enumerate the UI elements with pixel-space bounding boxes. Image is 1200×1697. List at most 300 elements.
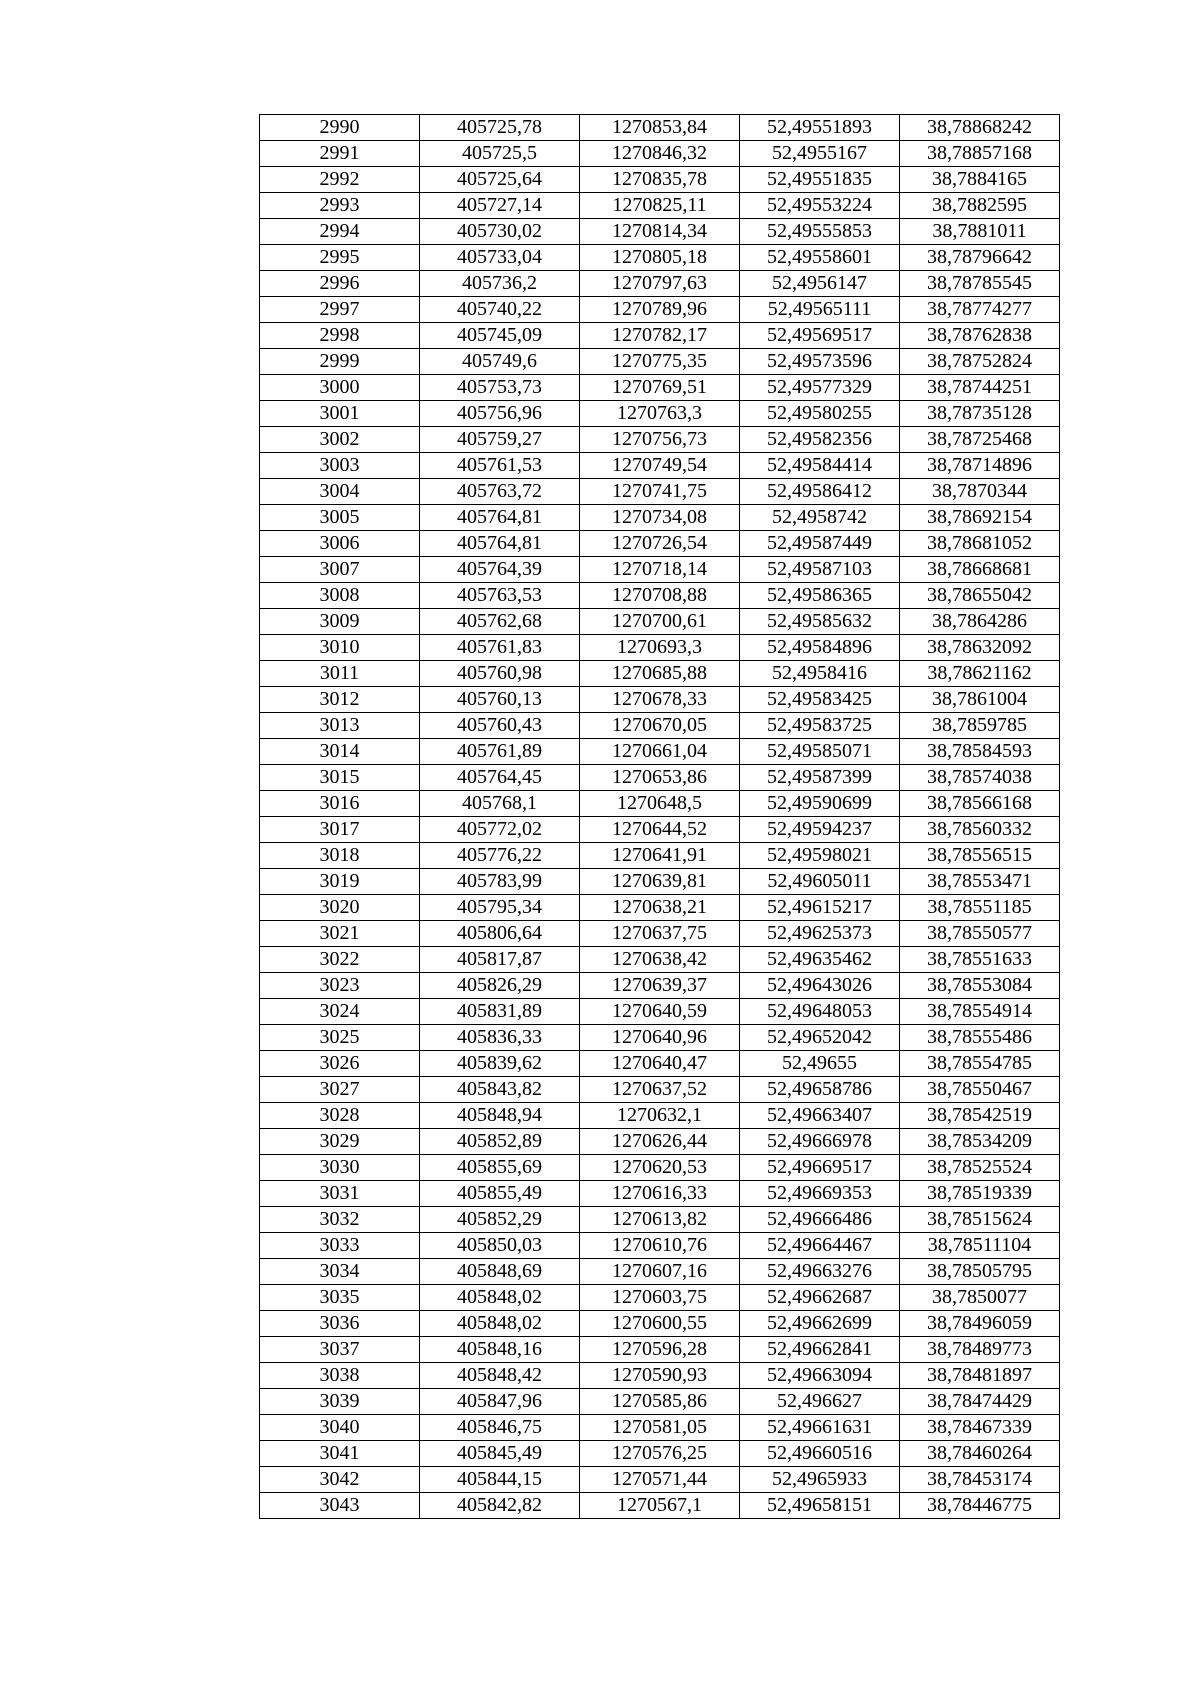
latitude-cell: 52,49580255 bbox=[740, 401, 900, 427]
x-coordinate-cell: 405768,1 bbox=[420, 791, 580, 817]
longitude-cell: 38,78735128 bbox=[900, 401, 1060, 427]
table-row bbox=[260, 973, 1060, 999]
point-number-cell: 3038 bbox=[260, 1363, 420, 1389]
longitude-cell: 38,78551633 bbox=[900, 947, 1060, 973]
x-coordinate-cell: 405776,22 bbox=[420, 843, 580, 869]
latitude-cell: 52,49584896 bbox=[740, 635, 900, 661]
x-coordinate-cell: 405760,43 bbox=[420, 713, 580, 739]
y-coordinate-cell: 1270853,84 bbox=[580, 115, 740, 141]
longitude-cell: 38,78453174 bbox=[900, 1467, 1060, 1493]
x-coordinate-cell: 405795,34 bbox=[420, 895, 580, 921]
table-row bbox=[260, 141, 1060, 167]
longitude-cell: 38,78857168 bbox=[900, 141, 1060, 167]
table-row bbox=[260, 609, 1060, 635]
x-coordinate-cell: 405848,02 bbox=[420, 1285, 580, 1311]
x-coordinate-cell: 405760,98 bbox=[420, 661, 580, 687]
y-coordinate-cell: 1270700,61 bbox=[580, 609, 740, 635]
table-row bbox=[260, 1181, 1060, 1207]
table-row bbox=[260, 687, 1060, 713]
latitude-cell: 52,49582356 bbox=[740, 427, 900, 453]
x-coordinate-cell: 405761,53 bbox=[420, 453, 580, 479]
point-number-cell: 3031 bbox=[260, 1181, 420, 1207]
y-coordinate-cell: 1270641,91 bbox=[580, 843, 740, 869]
y-coordinate-cell: 1270613,82 bbox=[580, 1207, 740, 1233]
x-coordinate-cell: 405831,89 bbox=[420, 999, 580, 1025]
x-coordinate-cell: 405817,87 bbox=[420, 947, 580, 973]
y-coordinate-cell: 1270638,42 bbox=[580, 947, 740, 973]
latitude-cell: 52,49573596 bbox=[740, 349, 900, 375]
table-row bbox=[260, 375, 1060, 401]
latitude-cell: 52,49585071 bbox=[740, 739, 900, 765]
point-number-cell: 3022 bbox=[260, 947, 420, 973]
latitude-cell: 52,49662699 bbox=[740, 1311, 900, 1337]
longitude-cell: 38,78551185 bbox=[900, 895, 1060, 921]
point-number-cell: 2991 bbox=[260, 141, 420, 167]
table-row bbox=[260, 843, 1060, 869]
y-coordinate-cell: 1270789,96 bbox=[580, 297, 740, 323]
table-row bbox=[260, 947, 1060, 973]
x-coordinate-cell: 405855,49 bbox=[420, 1181, 580, 1207]
point-number-cell: 3024 bbox=[260, 999, 420, 1025]
x-coordinate-cell: 405760,13 bbox=[420, 687, 580, 713]
y-coordinate-cell: 1270685,88 bbox=[580, 661, 740, 687]
table-row bbox=[260, 297, 1060, 323]
y-coordinate-cell: 1270653,86 bbox=[580, 765, 740, 791]
y-coordinate-cell: 1270763,3 bbox=[580, 401, 740, 427]
point-number-cell: 2998 bbox=[260, 323, 420, 349]
y-coordinate-cell: 1270693,3 bbox=[580, 635, 740, 661]
y-coordinate-cell: 1270825,11 bbox=[580, 193, 740, 219]
latitude-cell: 52,4965933 bbox=[740, 1467, 900, 1493]
latitude-cell: 52,49663276 bbox=[740, 1259, 900, 1285]
longitude-cell: 38,7882595 bbox=[900, 193, 1060, 219]
x-coordinate-cell: 405848,02 bbox=[420, 1311, 580, 1337]
x-coordinate-cell: 405756,96 bbox=[420, 401, 580, 427]
table-row bbox=[260, 791, 1060, 817]
longitude-cell: 38,78534209 bbox=[900, 1129, 1060, 1155]
table-row bbox=[260, 479, 1060, 505]
point-number-cell: 3025 bbox=[260, 1025, 420, 1051]
y-coordinate-cell: 1270585,86 bbox=[580, 1389, 740, 1415]
y-coordinate-cell: 1270756,73 bbox=[580, 427, 740, 453]
y-coordinate-cell: 1270805,18 bbox=[580, 245, 740, 271]
latitude-cell: 52,49551835 bbox=[740, 167, 900, 193]
latitude-cell: 52,49585632 bbox=[740, 609, 900, 635]
longitude-cell: 38,78525524 bbox=[900, 1155, 1060, 1181]
table-row bbox=[260, 869, 1060, 895]
longitude-cell: 38,7881011 bbox=[900, 219, 1060, 245]
longitude-cell: 38,78632092 bbox=[900, 635, 1060, 661]
point-number-cell: 3007 bbox=[260, 557, 420, 583]
y-coordinate-cell: 1270741,75 bbox=[580, 479, 740, 505]
y-coordinate-cell: 1270603,75 bbox=[580, 1285, 740, 1311]
latitude-cell: 52,49586412 bbox=[740, 479, 900, 505]
point-number-cell: 3041 bbox=[260, 1441, 420, 1467]
latitude-cell: 52,49583425 bbox=[740, 687, 900, 713]
table-row bbox=[260, 1233, 1060, 1259]
longitude-cell: 38,7884165 bbox=[900, 167, 1060, 193]
table-row bbox=[260, 1363, 1060, 1389]
x-coordinate-cell: 405761,89 bbox=[420, 739, 580, 765]
table-row bbox=[260, 817, 1060, 843]
point-number-cell: 3034 bbox=[260, 1259, 420, 1285]
x-coordinate-cell: 405848,69 bbox=[420, 1259, 580, 1285]
longitude-cell: 38,7850077 bbox=[900, 1285, 1060, 1311]
point-number-cell: 3015 bbox=[260, 765, 420, 791]
x-coordinate-cell: 405847,96 bbox=[420, 1389, 580, 1415]
table-row bbox=[260, 167, 1060, 193]
longitude-cell: 38,78556515 bbox=[900, 843, 1060, 869]
x-coordinate-cell: 405783,99 bbox=[420, 869, 580, 895]
latitude-cell: 52,49587449 bbox=[740, 531, 900, 557]
point-number-cell: 3023 bbox=[260, 973, 420, 999]
point-number-cell: 3033 bbox=[260, 1233, 420, 1259]
point-number-cell: 3039 bbox=[260, 1389, 420, 1415]
y-coordinate-cell: 1270639,81 bbox=[580, 869, 740, 895]
y-coordinate-cell: 1270640,59 bbox=[580, 999, 740, 1025]
x-coordinate-cell: 405836,33 bbox=[420, 1025, 580, 1051]
y-coordinate-cell: 1270590,93 bbox=[580, 1363, 740, 1389]
point-number-cell: 3012 bbox=[260, 687, 420, 713]
point-number-cell: 3001 bbox=[260, 401, 420, 427]
y-coordinate-cell: 1270616,33 bbox=[580, 1181, 740, 1207]
y-coordinate-cell: 1270567,1 bbox=[580, 1493, 740, 1519]
table-row bbox=[260, 219, 1060, 245]
table-row bbox=[260, 1285, 1060, 1311]
table-row bbox=[260, 1129, 1060, 1155]
point-number-cell: 3010 bbox=[260, 635, 420, 661]
point-number-cell: 3005 bbox=[260, 505, 420, 531]
x-coordinate-cell: 405759,27 bbox=[420, 427, 580, 453]
latitude-cell: 52,49635462 bbox=[740, 947, 900, 973]
latitude-cell: 52,49625373 bbox=[740, 921, 900, 947]
x-coordinate-cell: 405730,02 bbox=[420, 219, 580, 245]
table-row bbox=[260, 323, 1060, 349]
latitude-cell: 52,4958416 bbox=[740, 661, 900, 687]
latitude-cell: 52,49661631 bbox=[740, 1415, 900, 1441]
longitude-cell: 38,78681052 bbox=[900, 531, 1060, 557]
longitude-cell: 38,78868242 bbox=[900, 115, 1060, 141]
y-coordinate-cell: 1270769,51 bbox=[580, 375, 740, 401]
latitude-cell: 52,49587399 bbox=[740, 765, 900, 791]
latitude-cell: 52,4956147 bbox=[740, 271, 900, 297]
latitude-cell: 52,4958742 bbox=[740, 505, 900, 531]
longitude-cell: 38,78762838 bbox=[900, 323, 1060, 349]
table-row bbox=[260, 661, 1060, 687]
latitude-cell: 52,49565111 bbox=[740, 297, 900, 323]
longitude-cell: 38,78553084 bbox=[900, 973, 1060, 999]
y-coordinate-cell: 1270637,52 bbox=[580, 1077, 740, 1103]
point-number-cell: 3021 bbox=[260, 921, 420, 947]
y-coordinate-cell: 1270610,76 bbox=[580, 1233, 740, 1259]
longitude-cell: 38,78550467 bbox=[900, 1077, 1060, 1103]
x-coordinate-cell: 405852,29 bbox=[420, 1207, 580, 1233]
point-number-cell: 3017 bbox=[260, 817, 420, 843]
table-row bbox=[260, 453, 1060, 479]
longitude-cell: 38,78555486 bbox=[900, 1025, 1060, 1051]
x-coordinate-cell: 405848,16 bbox=[420, 1337, 580, 1363]
longitude-cell: 38,78554914 bbox=[900, 999, 1060, 1025]
y-coordinate-cell: 1270648,5 bbox=[580, 791, 740, 817]
y-coordinate-cell: 1270632,1 bbox=[580, 1103, 740, 1129]
x-coordinate-cell: 405725,5 bbox=[420, 141, 580, 167]
latitude-cell: 52,49655 bbox=[740, 1051, 900, 1077]
point-number-cell: 3002 bbox=[260, 427, 420, 453]
point-number-cell: 3035 bbox=[260, 1285, 420, 1311]
table-row bbox=[260, 1103, 1060, 1129]
latitude-cell: 52,49658151 bbox=[740, 1493, 900, 1519]
latitude-cell: 52,49643026 bbox=[740, 973, 900, 999]
longitude-cell: 38,78554785 bbox=[900, 1051, 1060, 1077]
y-coordinate-cell: 1270600,55 bbox=[580, 1311, 740, 1337]
table-row bbox=[260, 1415, 1060, 1441]
x-coordinate-cell: 405844,15 bbox=[420, 1467, 580, 1493]
longitude-cell: 38,78714896 bbox=[900, 453, 1060, 479]
longitude-cell: 38,78744251 bbox=[900, 375, 1060, 401]
coordinates-table-body bbox=[260, 115, 1060, 1519]
table-row bbox=[260, 401, 1060, 427]
y-coordinate-cell: 1270782,17 bbox=[580, 323, 740, 349]
x-coordinate-cell: 405763,53 bbox=[420, 583, 580, 609]
point-number-cell: 3003 bbox=[260, 453, 420, 479]
latitude-cell: 52,49569517 bbox=[740, 323, 900, 349]
point-number-cell: 3029 bbox=[260, 1129, 420, 1155]
y-coordinate-cell: 1270734,08 bbox=[580, 505, 740, 531]
table-row bbox=[260, 1051, 1060, 1077]
point-number-cell: 2993 bbox=[260, 193, 420, 219]
table-row bbox=[260, 895, 1060, 921]
longitude-cell: 38,78725468 bbox=[900, 427, 1060, 453]
x-coordinate-cell: 405762,68 bbox=[420, 609, 580, 635]
longitude-cell: 38,78692154 bbox=[900, 505, 1060, 531]
table-row bbox=[260, 1259, 1060, 1285]
longitude-cell: 38,78542519 bbox=[900, 1103, 1060, 1129]
x-coordinate-cell: 405848,94 bbox=[420, 1103, 580, 1129]
longitude-cell: 38,78460264 bbox=[900, 1441, 1060, 1467]
longitude-cell: 38,78621162 bbox=[900, 661, 1060, 687]
point-number-cell: 3018 bbox=[260, 843, 420, 869]
point-number-cell: 2996 bbox=[260, 271, 420, 297]
table-row bbox=[260, 1207, 1060, 1233]
table-row bbox=[260, 713, 1060, 739]
longitude-cell: 38,78796642 bbox=[900, 245, 1060, 271]
longitude-cell: 38,78489773 bbox=[900, 1337, 1060, 1363]
point-number-cell: 3043 bbox=[260, 1493, 420, 1519]
x-coordinate-cell: 405826,29 bbox=[420, 973, 580, 999]
latitude-cell: 52,49652042 bbox=[740, 1025, 900, 1051]
latitude-cell: 52,4955167 bbox=[740, 141, 900, 167]
longitude-cell: 38,78519339 bbox=[900, 1181, 1060, 1207]
x-coordinate-cell: 405727,14 bbox=[420, 193, 580, 219]
y-coordinate-cell: 1270620,53 bbox=[580, 1155, 740, 1181]
table-row bbox=[260, 635, 1060, 661]
longitude-cell: 38,78553471 bbox=[900, 869, 1060, 895]
longitude-cell: 38,7861004 bbox=[900, 687, 1060, 713]
point-number-cell: 3009 bbox=[260, 609, 420, 635]
point-number-cell: 3016 bbox=[260, 791, 420, 817]
table-row bbox=[260, 1389, 1060, 1415]
point-number-cell: 2994 bbox=[260, 219, 420, 245]
latitude-cell: 52,49590699 bbox=[740, 791, 900, 817]
table-row bbox=[260, 921, 1060, 947]
table-row bbox=[260, 1311, 1060, 1337]
point-number-cell: 3013 bbox=[260, 713, 420, 739]
y-coordinate-cell: 1270640,96 bbox=[580, 1025, 740, 1051]
y-coordinate-cell: 1270846,32 bbox=[580, 141, 740, 167]
longitude-cell: 38,78584593 bbox=[900, 739, 1060, 765]
y-coordinate-cell: 1270626,44 bbox=[580, 1129, 740, 1155]
point-number-cell: 3032 bbox=[260, 1207, 420, 1233]
x-coordinate-cell: 405725,78 bbox=[420, 115, 580, 141]
latitude-cell: 52,49594237 bbox=[740, 817, 900, 843]
point-number-cell: 3027 bbox=[260, 1077, 420, 1103]
table-row bbox=[260, 271, 1060, 297]
y-coordinate-cell: 1270644,52 bbox=[580, 817, 740, 843]
longitude-cell: 38,78752824 bbox=[900, 349, 1060, 375]
x-coordinate-cell: 405761,83 bbox=[420, 635, 580, 661]
table-row bbox=[260, 349, 1060, 375]
point-number-cell: 3028 bbox=[260, 1103, 420, 1129]
latitude-cell: 52,49666978 bbox=[740, 1129, 900, 1155]
table-row bbox=[260, 427, 1060, 453]
latitude-cell: 52,49660516 bbox=[740, 1441, 900, 1467]
x-coordinate-cell: 405806,64 bbox=[420, 921, 580, 947]
latitude-cell: 52,49555853 bbox=[740, 219, 900, 245]
latitude-cell: 52,49664467 bbox=[740, 1233, 900, 1259]
table-row bbox=[260, 1077, 1060, 1103]
y-coordinate-cell: 1270576,25 bbox=[580, 1441, 740, 1467]
x-coordinate-cell: 405753,73 bbox=[420, 375, 580, 401]
x-coordinate-cell: 405839,62 bbox=[420, 1051, 580, 1077]
x-coordinate-cell: 405749,6 bbox=[420, 349, 580, 375]
y-coordinate-cell: 1270596,28 bbox=[580, 1337, 740, 1363]
point-number-cell: 3037 bbox=[260, 1337, 420, 1363]
point-number-cell: 3030 bbox=[260, 1155, 420, 1181]
latitude-cell: 52,49558601 bbox=[740, 245, 900, 271]
y-coordinate-cell: 1270637,75 bbox=[580, 921, 740, 947]
point-number-cell: 3008 bbox=[260, 583, 420, 609]
latitude-cell: 52,496627 bbox=[740, 1389, 900, 1415]
table-row bbox=[260, 583, 1060, 609]
table-row bbox=[260, 505, 1060, 531]
longitude-cell: 38,78560332 bbox=[900, 817, 1060, 843]
point-number-cell: 2997 bbox=[260, 297, 420, 323]
y-coordinate-cell: 1270835,78 bbox=[580, 167, 740, 193]
x-coordinate-cell: 405846,75 bbox=[420, 1415, 580, 1441]
table-row bbox=[260, 1155, 1060, 1181]
longitude-cell: 38,78515624 bbox=[900, 1207, 1060, 1233]
y-coordinate-cell: 1270718,14 bbox=[580, 557, 740, 583]
point-number-cell: 3036 bbox=[260, 1311, 420, 1337]
longitude-cell: 38,78785545 bbox=[900, 271, 1060, 297]
table-row bbox=[260, 193, 1060, 219]
point-number-cell: 3019 bbox=[260, 869, 420, 895]
x-coordinate-cell: 405843,82 bbox=[420, 1077, 580, 1103]
table-row bbox=[260, 999, 1060, 1025]
point-number-cell: 3004 bbox=[260, 479, 420, 505]
latitude-cell: 52,49669353 bbox=[740, 1181, 900, 1207]
longitude-cell: 38,7864286 bbox=[900, 609, 1060, 635]
x-coordinate-cell: 405855,69 bbox=[420, 1155, 580, 1181]
y-coordinate-cell: 1270607,16 bbox=[580, 1259, 740, 1285]
longitude-cell: 38,78774277 bbox=[900, 297, 1060, 323]
point-number-cell: 2992 bbox=[260, 167, 420, 193]
latitude-cell: 52,49663407 bbox=[740, 1103, 900, 1129]
longitude-cell: 38,78511104 bbox=[900, 1233, 1060, 1259]
longitude-cell: 38,78481897 bbox=[900, 1363, 1060, 1389]
longitude-cell: 38,7859785 bbox=[900, 713, 1060, 739]
table-row bbox=[260, 245, 1060, 271]
x-coordinate-cell: 405764,81 bbox=[420, 531, 580, 557]
latitude-cell: 52,49663094 bbox=[740, 1363, 900, 1389]
point-number-cell: 3026 bbox=[260, 1051, 420, 1077]
latitude-cell: 52,49577329 bbox=[740, 375, 900, 401]
y-coordinate-cell: 1270749,54 bbox=[580, 453, 740, 479]
x-coordinate-cell: 405848,42 bbox=[420, 1363, 580, 1389]
x-coordinate-cell: 405733,04 bbox=[420, 245, 580, 271]
y-coordinate-cell: 1270638,21 bbox=[580, 895, 740, 921]
x-coordinate-cell: 405772,02 bbox=[420, 817, 580, 843]
point-number-cell: 3040 bbox=[260, 1415, 420, 1441]
y-coordinate-cell: 1270708,88 bbox=[580, 583, 740, 609]
point-number-cell: 3042 bbox=[260, 1467, 420, 1493]
table-row bbox=[260, 1467, 1060, 1493]
x-coordinate-cell: 405764,39 bbox=[420, 557, 580, 583]
point-number-cell: 3000 bbox=[260, 375, 420, 401]
latitude-cell: 52,49583725 bbox=[740, 713, 900, 739]
latitude-cell: 52,49586365 bbox=[740, 583, 900, 609]
longitude-cell: 38,7870344 bbox=[900, 479, 1060, 505]
x-coordinate-cell: 405763,72 bbox=[420, 479, 580, 505]
longitude-cell: 38,78446775 bbox=[900, 1493, 1060, 1519]
latitude-cell: 52,49598021 bbox=[740, 843, 900, 869]
x-coordinate-cell: 405745,09 bbox=[420, 323, 580, 349]
latitude-cell: 52,49669517 bbox=[740, 1155, 900, 1181]
latitude-cell: 52,49658786 bbox=[740, 1077, 900, 1103]
table-row bbox=[260, 1493, 1060, 1519]
longitude-cell: 38,78505795 bbox=[900, 1259, 1060, 1285]
latitude-cell: 52,49662841 bbox=[740, 1337, 900, 1363]
longitude-cell: 38,78574038 bbox=[900, 765, 1060, 791]
y-coordinate-cell: 1270797,63 bbox=[580, 271, 740, 297]
latitude-cell: 52,49648053 bbox=[740, 999, 900, 1025]
y-coordinate-cell: 1270571,44 bbox=[580, 1467, 740, 1493]
x-coordinate-cell: 405725,64 bbox=[420, 167, 580, 193]
x-coordinate-cell: 405850,03 bbox=[420, 1233, 580, 1259]
y-coordinate-cell: 1270639,37 bbox=[580, 973, 740, 999]
point-number-cell: 3014 bbox=[260, 739, 420, 765]
longitude-cell: 38,78467339 bbox=[900, 1415, 1060, 1441]
latitude-cell: 52,49615217 bbox=[740, 895, 900, 921]
latitude-cell: 52,49605011 bbox=[740, 869, 900, 895]
y-coordinate-cell: 1270726,54 bbox=[580, 531, 740, 557]
point-number-cell: 2995 bbox=[260, 245, 420, 271]
point-number-cell: 3011 bbox=[260, 661, 420, 687]
table-row bbox=[260, 1441, 1060, 1467]
table-row bbox=[260, 1337, 1060, 1363]
point-number-cell: 2990 bbox=[260, 115, 420, 141]
y-coordinate-cell: 1270670,05 bbox=[580, 713, 740, 739]
x-coordinate-cell: 405740,22 bbox=[420, 297, 580, 323]
point-number-cell: 2999 bbox=[260, 349, 420, 375]
y-coordinate-cell: 1270678,33 bbox=[580, 687, 740, 713]
y-coordinate-cell: 1270661,04 bbox=[580, 739, 740, 765]
table-row bbox=[260, 115, 1060, 141]
point-number-cell: 3020 bbox=[260, 895, 420, 921]
y-coordinate-cell: 1270814,34 bbox=[580, 219, 740, 245]
x-coordinate-cell: 405764,45 bbox=[420, 765, 580, 791]
longitude-cell: 38,78496059 bbox=[900, 1311, 1060, 1337]
